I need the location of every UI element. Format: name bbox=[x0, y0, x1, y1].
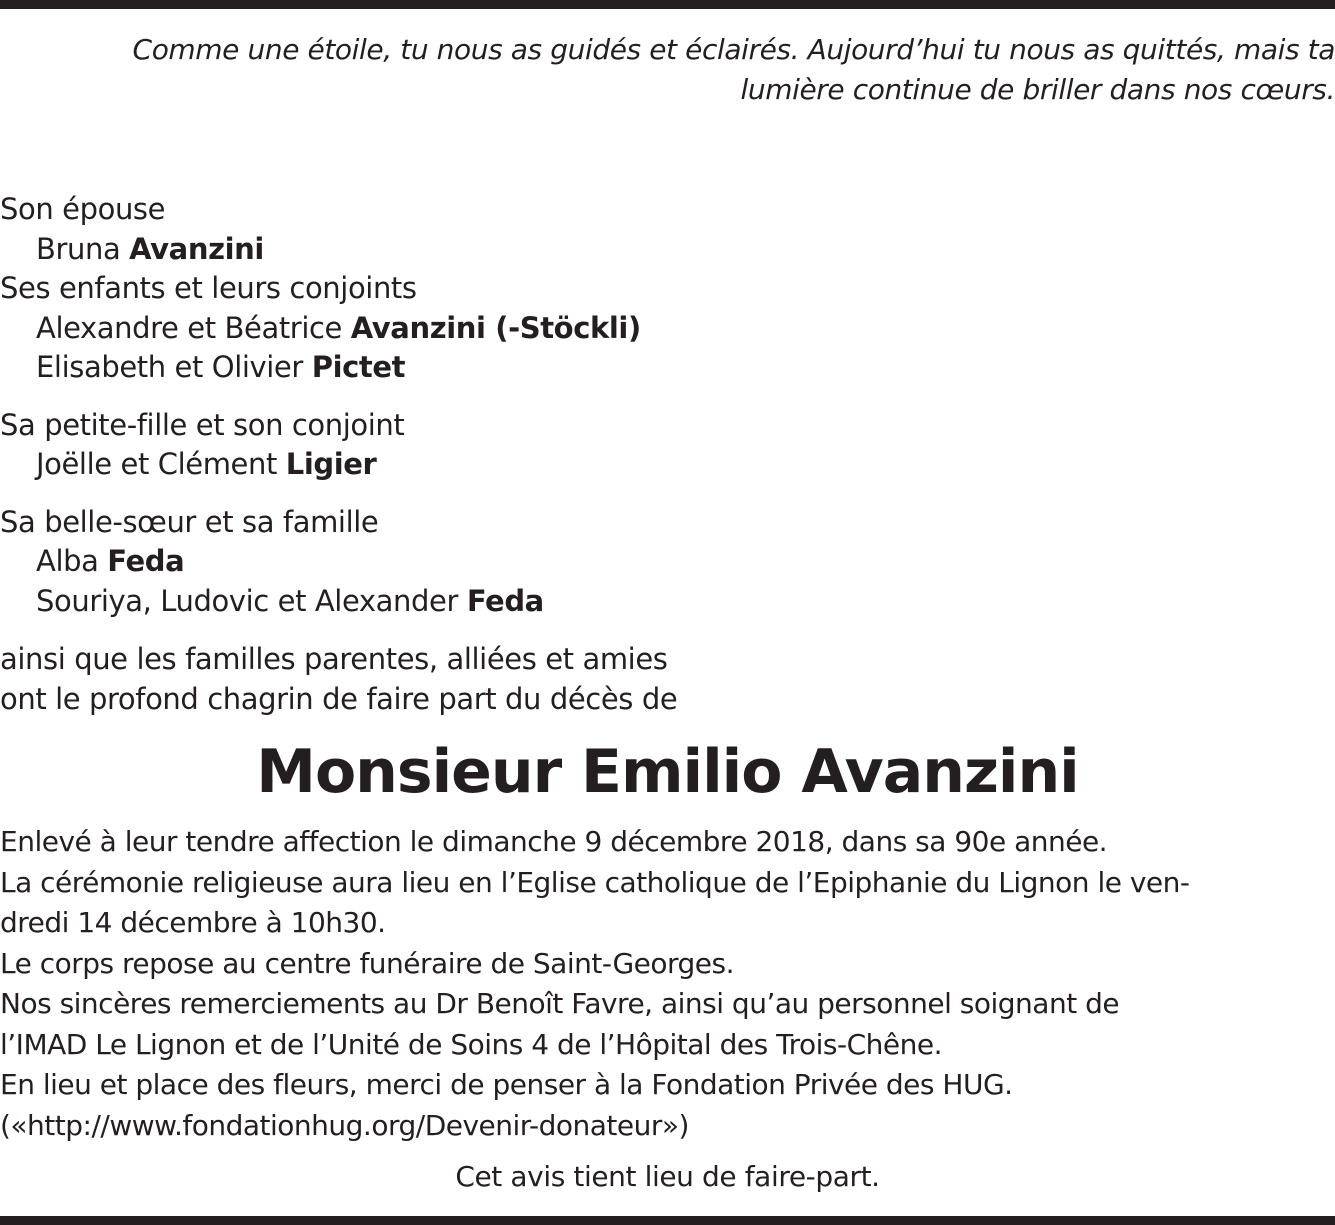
family-role: Ses enfants et leurs conjoints bbox=[0, 271, 417, 305]
announcement-line: ainsi que les familles parentes, alliées et amies bbox=[0, 642, 668, 676]
deceased-name: Monsieur Emilio Avanzini bbox=[256, 737, 1079, 807]
member-surname: Feda bbox=[107, 544, 185, 578]
death-notice: Enlevé à leur tendre affection le dimanche 9 décembre 2018, dans sa 90e année. bbox=[0, 825, 1108, 858]
family-group-sister-in-law bbox=[0, 503, 1335, 622]
epigraph-line: Comme une étoile, tu nous as guidés et éclairés. Aujourd’hui tu nous as quittés, mais ta bbox=[132, 33, 1335, 66]
family-member bbox=[0, 582, 1335, 622]
thanks-line: l’IMAD Le Lignon et de l’Unité de Soins 4 de l’Hôpital des Trois-Chêne. bbox=[0, 1027, 942, 1061]
family-member bbox=[0, 348, 1335, 388]
family-role: Sa belle-sœur et sa famille bbox=[0, 504, 379, 539]
member-surname: Ligier bbox=[285, 447, 377, 481]
member-given-names: Alexandre et Béatrice bbox=[36, 310, 351, 345]
family-group-granddaughter bbox=[0, 406, 1335, 485]
ceremony-line: La cérémonie religieuse aura lieu en l’Eglise catholique de l’Epiphanie du Lignon le ven- bbox=[0, 865, 1190, 899]
member-given-names: Bruna bbox=[36, 231, 130, 266]
announcement-line: ont le profond chagrin de faire part du décès de bbox=[0, 681, 678, 716]
member-surname: Pictet bbox=[311, 350, 406, 384]
family-group-spouse bbox=[0, 190, 1335, 388]
family-list bbox=[0, 190, 1335, 621]
member-given-names: Alba bbox=[36, 544, 108, 578]
family-member bbox=[0, 445, 1335, 485]
ceremony-line: dredi 14 décembre à 10h30. bbox=[0, 906, 386, 939]
member-surname: Feda bbox=[466, 583, 544, 618]
member-given-names: Joëlle et Clément bbox=[36, 447, 286, 481]
family-member bbox=[0, 309, 1335, 349]
notice-footer: Cet avis tient lieu de faire-part. bbox=[455, 1160, 880, 1193]
member-given-names: Souriya, Ludovic et Alexander bbox=[36, 583, 467, 618]
flowers-line: En lieu et place des fleurs, merci de penser à la Fondation Privée des HUG. bbox=[0, 1068, 1013, 1101]
top-rule bbox=[0, 0, 1335, 9]
family-member bbox=[0, 542, 1335, 582]
member-surname: Avanzini (-Stöckli) bbox=[350, 310, 641, 345]
epigraph-quote bbox=[0, 30, 1335, 110]
bottom-rule bbox=[0, 1216, 1335, 1225]
family-role: Son épouse bbox=[0, 192, 166, 226]
family-role: Sa petite-fille et son conjoint bbox=[0, 407, 405, 442]
epigraph-line: lumière continue de briller dans nos cœurs. bbox=[740, 73, 1335, 106]
donation-url: («http://www.fondationhug.org/Devenir-donateur») bbox=[0, 1108, 689, 1142]
member-surname: Avanzini bbox=[129, 231, 264, 266]
body-rest-info: Le corps repose au centre funéraire de Saint-Georges. bbox=[0, 946, 735, 980]
notice-details bbox=[0, 822, 1335, 1146]
thanks-line: Nos sincères remerciements au Dr Benoît Favre, ainsi qu’au personnel soignant de bbox=[0, 987, 1120, 1020]
member-given-names: Elisabeth et Olivier bbox=[36, 350, 312, 384]
announcement-intro bbox=[0, 640, 677, 719]
family-member bbox=[0, 230, 1335, 270]
